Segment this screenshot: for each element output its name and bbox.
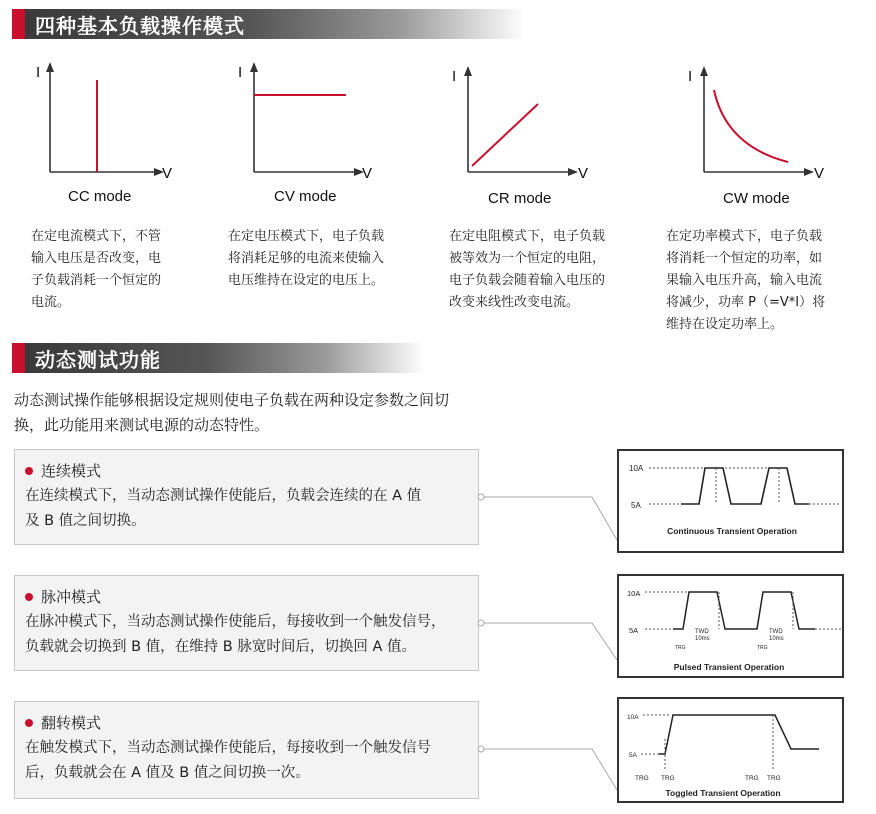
continuous-mode-text: 在连续模式下，当动态测试操作使能后，负载会连续的在 A 值 及 B 值之间切换。 <box>25 488 422 529</box>
pulse-mode-title: 脉冲模式 <box>41 588 102 606</box>
axis-v-label: V <box>162 165 173 182</box>
svg-text:10A: 10A <box>627 589 641 598</box>
svg-text:10ms: 10ms <box>695 636 710 642</box>
dynamic-intro: 动态测试操作能够根据设定规则使电子负载在两种设定参数之间切 换，此功能用来测试电源的动态特性。 <box>14 391 450 434</box>
cw-mode-label: CW mode <box>723 190 790 207</box>
cr-mode-label: CR mode <box>488 190 552 207</box>
cv-mode-desc: 在定电压模式下，电子负载 将消耗足够的电流来使输入 电压维持在设定的电压上。 <box>228 229 385 288</box>
pulsed-waveform <box>617 574 844 678</box>
cv-mode-label: CV mode <box>274 188 337 205</box>
svg-text:5A: 5A <box>629 752 637 759</box>
continuous-waveform <box>617 449 844 553</box>
svg-text:TRG: TRG <box>757 645 768 651</box>
svg-text:TRG: TRG <box>635 775 649 782</box>
axis-v-label: V <box>362 165 373 182</box>
svg-text:10A: 10A <box>629 464 644 473</box>
svg-text:TWD: TWD <box>695 629 709 635</box>
toggle-mode-text: 在触发模式下，当动态测试操作使能后，每接收到一个触发信号 后，负载就会在 A 值及 B 值之间切换一次。 <box>25 740 431 781</box>
toggled-waveform <box>617 697 844 803</box>
continuous-mode-title: 连续模式 <box>41 462 102 480</box>
svg-text:TRG: TRG <box>675 645 686 651</box>
section-title: 四种基本负载操作模式 <box>25 9 525 39</box>
svg-text:Toggled Transient Operation: Toggled Transient Operation <box>665 788 781 798</box>
section-title: 动态测试功能 <box>25 343 425 373</box>
cw-mode-desc: 在定功率模式下，电子负载 将消耗一个恒定的功率，如 果输入电压升高，输入电流 将减少，功率 P（=V*I）将 维持在设定功率上。 <box>666 229 826 332</box>
svg-text:10ms: 10ms <box>769 636 784 642</box>
cr-mode-desc: 在定电阻模式下，电子负载 被等效为一个恒定的电阻， 电子负载会随着输入电压的 改变来线性改变电流。 <box>449 229 606 310</box>
svg-text:TRG: TRG <box>661 775 675 782</box>
svg-text:Continuous Transient Operation: Continuous Transient Operation <box>667 526 797 536</box>
svg-text:5A: 5A <box>631 501 641 510</box>
axis-i-label: I <box>238 64 243 81</box>
svg-text:TRG: TRG <box>745 775 759 782</box>
cc-mode-desc: 在定电流模式下，不管 输入电压是否改变，电 子负载消耗一个恒定的 电流。 <box>31 229 162 310</box>
cc-mode-label: CC mode <box>68 188 132 205</box>
axis-v-label: V <box>814 165 825 182</box>
axis-v-label: V <box>578 165 589 182</box>
svg-text:10A: 10A <box>627 714 639 721</box>
svg-text:5A: 5A <box>629 626 639 635</box>
axis-i-label: I <box>452 68 457 85</box>
svg-text:Pulsed Transient Operation: Pulsed Transient Operation <box>673 662 785 672</box>
pulse-mode-text: 在脉冲模式下，当动态测试操作使能后，每接收到一个触发信号， 负载就会切换到 B 值，在维持 B 脉宽时间后，切换回 A 值。 <box>25 614 446 655</box>
axis-i-label: I <box>688 68 693 85</box>
toggle-mode-title: 翻转模式 <box>41 714 102 732</box>
svg-text:TWD: TWD <box>769 629 783 635</box>
axis-i-label: I <box>36 64 41 81</box>
svg-text:TRG: TRG <box>767 775 781 782</box>
